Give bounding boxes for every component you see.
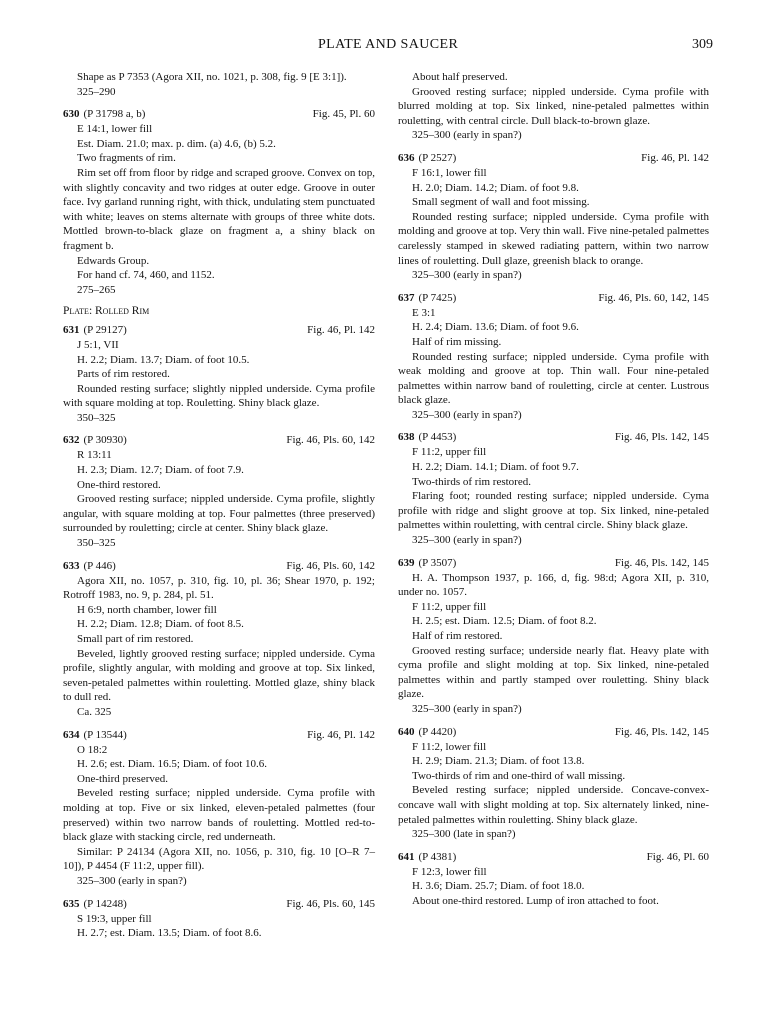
description: Flaring foot; rounded resting surface; nippled underside. Cyma profile with ridge and slight groove at top. Six linked, nine-petaled palmettes within rouletting, with central circle. Shiny black glaze. <box>398 490 709 532</box>
figure-reference: Fig. 46, Pl. 60 <box>646 850 709 863</box>
dimensions: H. 2.3; Diam. 12.7; Diam. of foot 7.9. <box>77 464 244 477</box>
date: 325–300 (early in span?) <box>77 874 187 887</box>
findspot: F 11:2, upper fill <box>412 446 487 459</box>
catalogue-entry-633 <box>63 558 375 720</box>
description: Beveled, lightly grooved resting surface; nippled underside. Cyma profile, slightly angular, with molding and groove at top. Six linked, seven-petaled palmettes within rouletting. Mottled glaze, shiny black to dull red. <box>63 647 375 704</box>
condition: Small segment of wall and foot missing. <box>412 196 590 209</box>
description: Rim set off from floor by ridge and scraped groove. Convex on top, with slightly concavity and two ridges at outer edge. Groove in outer face. Ivy garland running right, with thick, undulating stem punctuated with white; leaves on stems alternate with groups of three white dots. Mottled brown-to-black glaze on fragment a, a shiny black on fragment b. <box>63 166 375 252</box>
findspot: S 19:3, upper fill <box>77 912 152 925</box>
left-column <box>63 70 375 948</box>
catalogue-entry-636 <box>398 150 709 283</box>
figure-reference: Fig. 46, Pls. 60, 142, 145 <box>598 291 709 304</box>
comparanda: For hand cf. 74, 460, and 1152. <box>77 269 215 282</box>
description: Grooved resting surface; nippled underside. Cyma profile, slightly angular, with square molding at top. Four palmettes (three preserved) surrounded by rouletting; circle at center. Shiny black glaze. <box>63 493 375 535</box>
condition: Two-thirds of rim and one-third of wall missing. <box>412 769 626 782</box>
running-head <box>0 38 764 54</box>
figure-reference: Fig. 46, Pls. 60, 142 <box>286 559 375 572</box>
entry-number: 640 <box>398 725 415 738</box>
findspot: F 12:3, lower fill <box>412 865 487 878</box>
condition: Parts of rim restored. <box>77 368 170 381</box>
attribution: Edwards Group. <box>77 254 150 267</box>
entry-heading <box>398 555 709 571</box>
entry-number: 631 <box>63 323 80 336</box>
figure-reference: Fig. 46, Pls. 142, 145 <box>614 431 709 444</box>
inventory-number: (P 446) <box>83 559 116 572</box>
figure-reference: Fig. 46, Pls. 142, 145 <box>614 725 709 738</box>
shape-date: 325–290 <box>77 85 116 98</box>
section-heading: Plate: Rolled Rim <box>63 305 150 318</box>
dimensions: H. 2.5; est. Diam. 12.5; Diam. of foot 8.2. <box>412 615 597 628</box>
catalogue-entry-638 <box>398 429 709 547</box>
description: Grooved resting surface; underside nearly flat. Heavy plate with cyma profile and slight molding at top. Six linked, nine-petaled palmettes within and partly stamped over rouletting. Shiny black glaze. <box>398 644 709 701</box>
bibliography: H. A. Thompson 1937, p. 166, d, fig. 98:d; Agora XII, p. 310, under no. 1057. <box>398 571 709 599</box>
catalogue-entry-632 <box>63 432 375 550</box>
right-column <box>398 70 709 916</box>
dimensions: H. 2.2; Diam. 13.7; Diam. of foot 10.5. <box>77 353 250 366</box>
entry-number: 638 <box>398 431 415 444</box>
findspot: E 3:1 <box>412 306 436 319</box>
description: Grooved resting surface; nippled underside. Cyma profile with blurred molding at top. Six linked, nine-petaled palmettes within rouletting, with central circle. Dull black-to-brown glaze. <box>398 85 709 127</box>
shape-note <box>63 70 375 99</box>
catalogue-entry-630 <box>63 106 375 297</box>
entry-heading <box>63 432 375 448</box>
entry-heading <box>398 429 709 445</box>
catalogue-entry-631 <box>63 322 375 426</box>
condition: About one-third restored. Lump of iron attached to foot. <box>412 894 659 907</box>
entry-number: 639 <box>398 556 415 569</box>
figure-reference: Fig. 46, Pls. 60, 145 <box>286 897 375 910</box>
findspot: J 5:1, VII <box>77 338 119 351</box>
entry-heading <box>398 849 709 865</box>
description: Beveled resting surface; nippled underside. Cyma profile with molding at top. Five or six linked, eleven-petaled palmettes (four preserved) within two narrow bands of rouletting. Mottled red-to-black glaze with stacking circle, red underneath. <box>63 787 375 844</box>
condition: One-third preserved. <box>77 772 169 785</box>
inventory-number: (P 7425) <box>418 291 457 304</box>
catalogue-entry-637 <box>398 290 709 423</box>
description: Rounded resting surface; nippled underside. Cyma profile with molding and groove at top. Very thin wall. Five nine-petaled palmettes carelessly stamped in skewed radiating pattern, within two narrow lines of rouletting. Dull glaze, greenish black to orange. <box>398 210 709 267</box>
condition: Half of rim restored. <box>412 630 503 642</box>
catalogue-entry-639 <box>398 555 709 717</box>
dimensions: H. 2.0; Diam. 14.2; Diam. of foot 9.8. <box>412 181 579 194</box>
dimensions: H. 2.6; est. Diam. 16.5; Diam. of foot 10.6. <box>77 758 268 771</box>
figure-reference: Fig. 46, Pl. 142 <box>307 323 375 336</box>
inventory-number: (P 13544) <box>83 728 127 741</box>
figure-reference: Fig. 46, Pl. 142 <box>641 151 709 164</box>
running-head-title: PLATE AND SAUCER <box>318 37 459 52</box>
description: Rounded resting surface; nippled underside. Cyma profile with weak molding and groove at top. Thin wall. Four nine-petaled palmettes within narrow band of rouletting, circle at center. Lustrous black glaze. <box>398 350 709 407</box>
description: Rounded resting surface; slightly nippled underside. Cyma profile with square molding at top. Rouletting. Shiny black glaze. <box>63 382 375 410</box>
dimensions: H. 2.2; Diam. 14.1; Diam. of foot 9.7. <box>412 461 579 474</box>
dimensions: H. 2.7; est. Diam. 13.5; Diam. of foot 8.6. <box>77 927 262 940</box>
findspot: O 18:2 <box>77 743 108 756</box>
date: 350–325 <box>77 411 116 424</box>
findspot: F 11:2, upper fill <box>412 600 487 613</box>
catalogue-entry-635-continued <box>398 70 709 143</box>
inventory-number: (P 14248) <box>83 897 127 910</box>
inventory-number: (P 4453) <box>418 431 457 444</box>
dimensions: H. 2.4; Diam. 13.6; Diam. of foot 9.6. <box>412 321 579 334</box>
inventory-number: (P 30930) <box>83 434 127 447</box>
date: 325–300 (early in span?) <box>412 129 522 142</box>
shape-text: Shape as P 7353 (Agora XII, no. 1021, p. 308, fig. 9 [E 3:1]). <box>77 71 347 83</box>
condition: Half of rim missing. <box>412 335 502 348</box>
entry-heading <box>63 106 375 122</box>
date: 325–300 (early in span?) <box>412 408 522 421</box>
catalogue-entry-640 <box>398 724 709 842</box>
figure-reference: Fig. 46, Pls. 60, 142 <box>286 434 375 447</box>
inventory-number: (P 4381) <box>418 850 457 863</box>
date: 325–300 (late in span?) <box>412 828 516 841</box>
description: Beveled resting surface; nippled underside. Concave-convex-concave wall with slight molding at top. Six alternately linked, nine-petaled palmettes within rouletting. Shiny black glaze. <box>398 784 709 826</box>
figure-reference: Fig. 46, Pls. 142, 145 <box>614 556 709 569</box>
catalogue-entry-634 <box>63 727 375 889</box>
bibliography: Agora XII, no. 1057, p. 310, fig. 10, pl. 36; Shear 1970, p. 192; Rotroff 1983, no. 9, p. 284, pl. 51. <box>63 574 375 602</box>
findspot: R 13:11 <box>77 449 112 462</box>
page-number: 309 <box>692 37 713 52</box>
entry-number: 636 <box>398 151 415 164</box>
entry-number: 632 <box>63 434 80 447</box>
catalogue-entry-635 <box>63 896 375 941</box>
entry-heading <box>63 322 375 338</box>
inventory-number: (P 3507) <box>418 556 457 569</box>
entry-heading <box>398 724 709 740</box>
entry-heading <box>398 290 709 306</box>
condition: One-third restored. <box>77 478 161 491</box>
date: 275–265 <box>77 283 116 296</box>
similar-pieces: Similar: P 24134 (Agora XII, no. 1056, p. 310, fig. 10 [O–R 7–10]), P 4454 (F 11:2, upper fill). <box>63 845 375 873</box>
entry-number: 634 <box>63 728 80 741</box>
date: 350–325 <box>77 537 116 550</box>
entry-heading <box>63 727 375 743</box>
dimensions: Est. Diam. 21.0; max. p. dim. (a) 4.6, (b) 5.2. <box>77 137 276 150</box>
entry-number: 630 <box>63 108 80 121</box>
entry-heading <box>63 896 375 912</box>
findspot: H 6:9, north chamber, lower fill <box>77 603 217 616</box>
findspot: F 16:1, lower fill <box>412 166 487 179</box>
inventory-number: (P 31798 a, b) <box>83 108 146 121</box>
date: Ca. 325 <box>77 705 112 718</box>
figure-reference: Fig. 46, Pl. 142 <box>307 728 375 741</box>
dimensions: H. 2.9; Diam. 21.3; Diam. of foot 13.8. <box>412 755 585 768</box>
inventory-number: (P 29127) <box>83 323 127 336</box>
condition: Small part of rim restored. <box>77 633 194 645</box>
catalogue-entry-641 <box>398 849 709 909</box>
date: 325–300 (early in span?) <box>412 702 522 715</box>
date: 325–300 (early in span?) <box>412 534 522 547</box>
entry-number: 635 <box>63 897 80 910</box>
entry-number: 641 <box>398 850 415 863</box>
condition: About half preserved. <box>412 71 508 83</box>
inventory-number: (P 4420) <box>418 725 457 738</box>
dimensions: H. 3.6; Diam. 25.7; Diam. of foot 18.0. <box>412 880 585 893</box>
condition: Two-thirds of rim restored. <box>412 475 531 488</box>
figure-reference: Fig. 45, Pl. 60 <box>312 108 375 121</box>
date: 325–300 (early in span?) <box>412 269 522 282</box>
findspot: E 14:1, lower fill <box>77 123 153 136</box>
findspot: F 11:2, lower fill <box>412 740 487 753</box>
inventory-number: (P 2527) <box>418 151 457 164</box>
entry-number: 637 <box>398 291 415 304</box>
dimensions: H. 2.2; Diam. 12.8; Diam. of foot 8.5. <box>77 618 244 631</box>
entry-heading <box>398 150 709 166</box>
entry-number: 633 <box>63 559 80 572</box>
condition: Two fragments of rim. <box>77 152 176 165</box>
entry-heading <box>63 558 375 574</box>
